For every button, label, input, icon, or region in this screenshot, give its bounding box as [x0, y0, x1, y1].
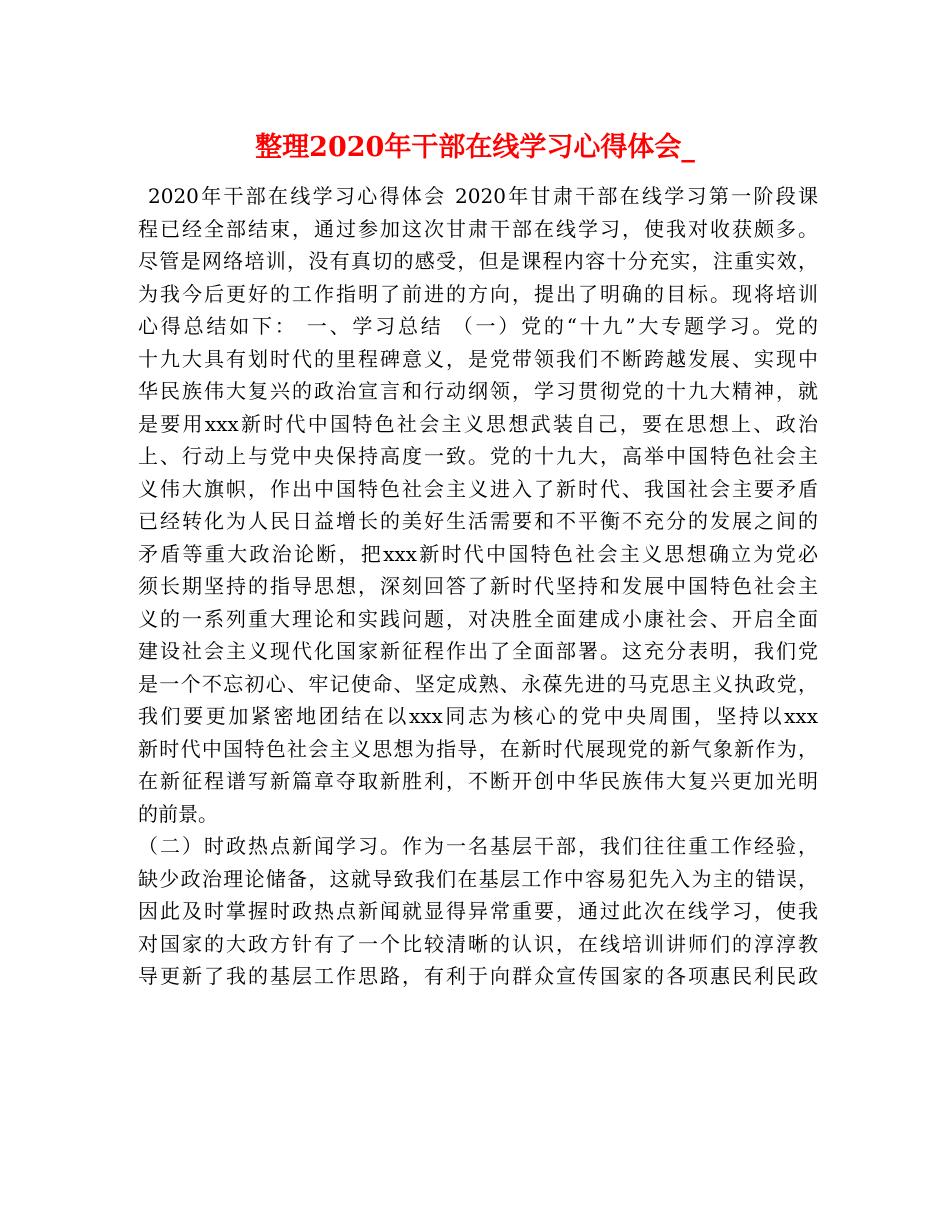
text-line: 是要用xxx新时代中国特色社会主义思想武装自己，要在思想上、政治 [138, 411, 818, 436]
text-line: 2020年干部在线学习心得体会 2020年甘肃干部在线学习第一阶段课 [148, 184, 818, 208]
document-body [138, 180, 818, 993]
text-line: 对国家的大政方针有了一个比较清晰的认识，在线培训讲师们的淳淳教 [138, 931, 818, 956]
text-line: 尽管是网络培训，没有真切的感受，但是课程内容十分充实，注重实效， [138, 249, 818, 273]
text-line: 是一个不忘初心、牢记使命、坚定成熟、永葆先进的马克思主义执政党， [138, 671, 818, 696]
text-line: 的前景。 [138, 801, 218, 826]
text-line: 华民族伟大复兴的政治宣言和行动纲领，学习贯彻党的十九大精神，就 [138, 379, 818, 403]
text-line: 在新征程谱写新篇章夺取新胜利，不断开创中华民族伟大复兴更加光明 [138, 769, 818, 793]
text-line: （二）时政热点新闻学习。作为一名基层干部，我们往往重工作经验， [138, 834, 818, 858]
text-line: 缺少政治理论储备，这就导致我们在基层工作中容易犯先入为主的错误， [138, 866, 818, 891]
document-title: 整理2020年干部在线学习心得体会_ [255, 132, 695, 163]
paragraph-1 [138, 180, 818, 830]
text-line: 心得总结如下： 一、学习总结 （一）党的“十九”大专题学习。党的 [138, 314, 818, 338]
text-line: 因此及时掌握时政热点新闻就显得异常重要，通过此次在线学习，使我 [138, 899, 818, 923]
text-line: 新时代中国特色社会主义思想为指导，在新时代展现党的新气象新作为， [138, 736, 818, 761]
text-line: 我们要更加紧密地团结在以xxx同志为核心的党中央周围，坚持以xxx [138, 704, 818, 728]
text-line: 为我今后更好的工作指明了前进的方向，提出了明确的目标。现将培训 [138, 281, 818, 306]
text-line: 导更新了我的基层工作思路，有利于向群众宣传国家的各项惠民利民政 [138, 964, 818, 988]
paragraph-2 [138, 830, 818, 993]
text-line: 上、行动上与党中央保持高度一致。党的十九大，高举中国特色社会主 [138, 444, 818, 468]
text-line: 义伟大旗帜，作出中国特色社会主义进入了新时代、我国社会主要矛盾 [138, 476, 818, 501]
text-line: 程已经全部结束，通过参加这次甘肃干部在线学习，使我对收获颇多。 [138, 216, 818, 241]
text-line: 矛盾等重大政治论断，把xxx新时代中国特色社会主义思想确立为党必 [138, 541, 818, 566]
text-line: 建设社会主义现代化国家新征程作出了全面部署。这充分表明，我们党 [138, 639, 818, 663]
text-line: 十九大具有划时代的里程碑意义，是党带领我们不断跨越发展、实现中 [138, 346, 818, 371]
text-line: 义的一系列重大理论和实践问题，对决胜全面建成小康社会、开启全面 [138, 606, 818, 631]
text-line: 已经转化为人民日益增长的美好生活需要和不平衡不充分的发展之间的 [138, 509, 818, 533]
text-line: 须长期坚持的指导思想，深刻回答了新时代坚持和发展中国特色社会主 [138, 574, 818, 598]
